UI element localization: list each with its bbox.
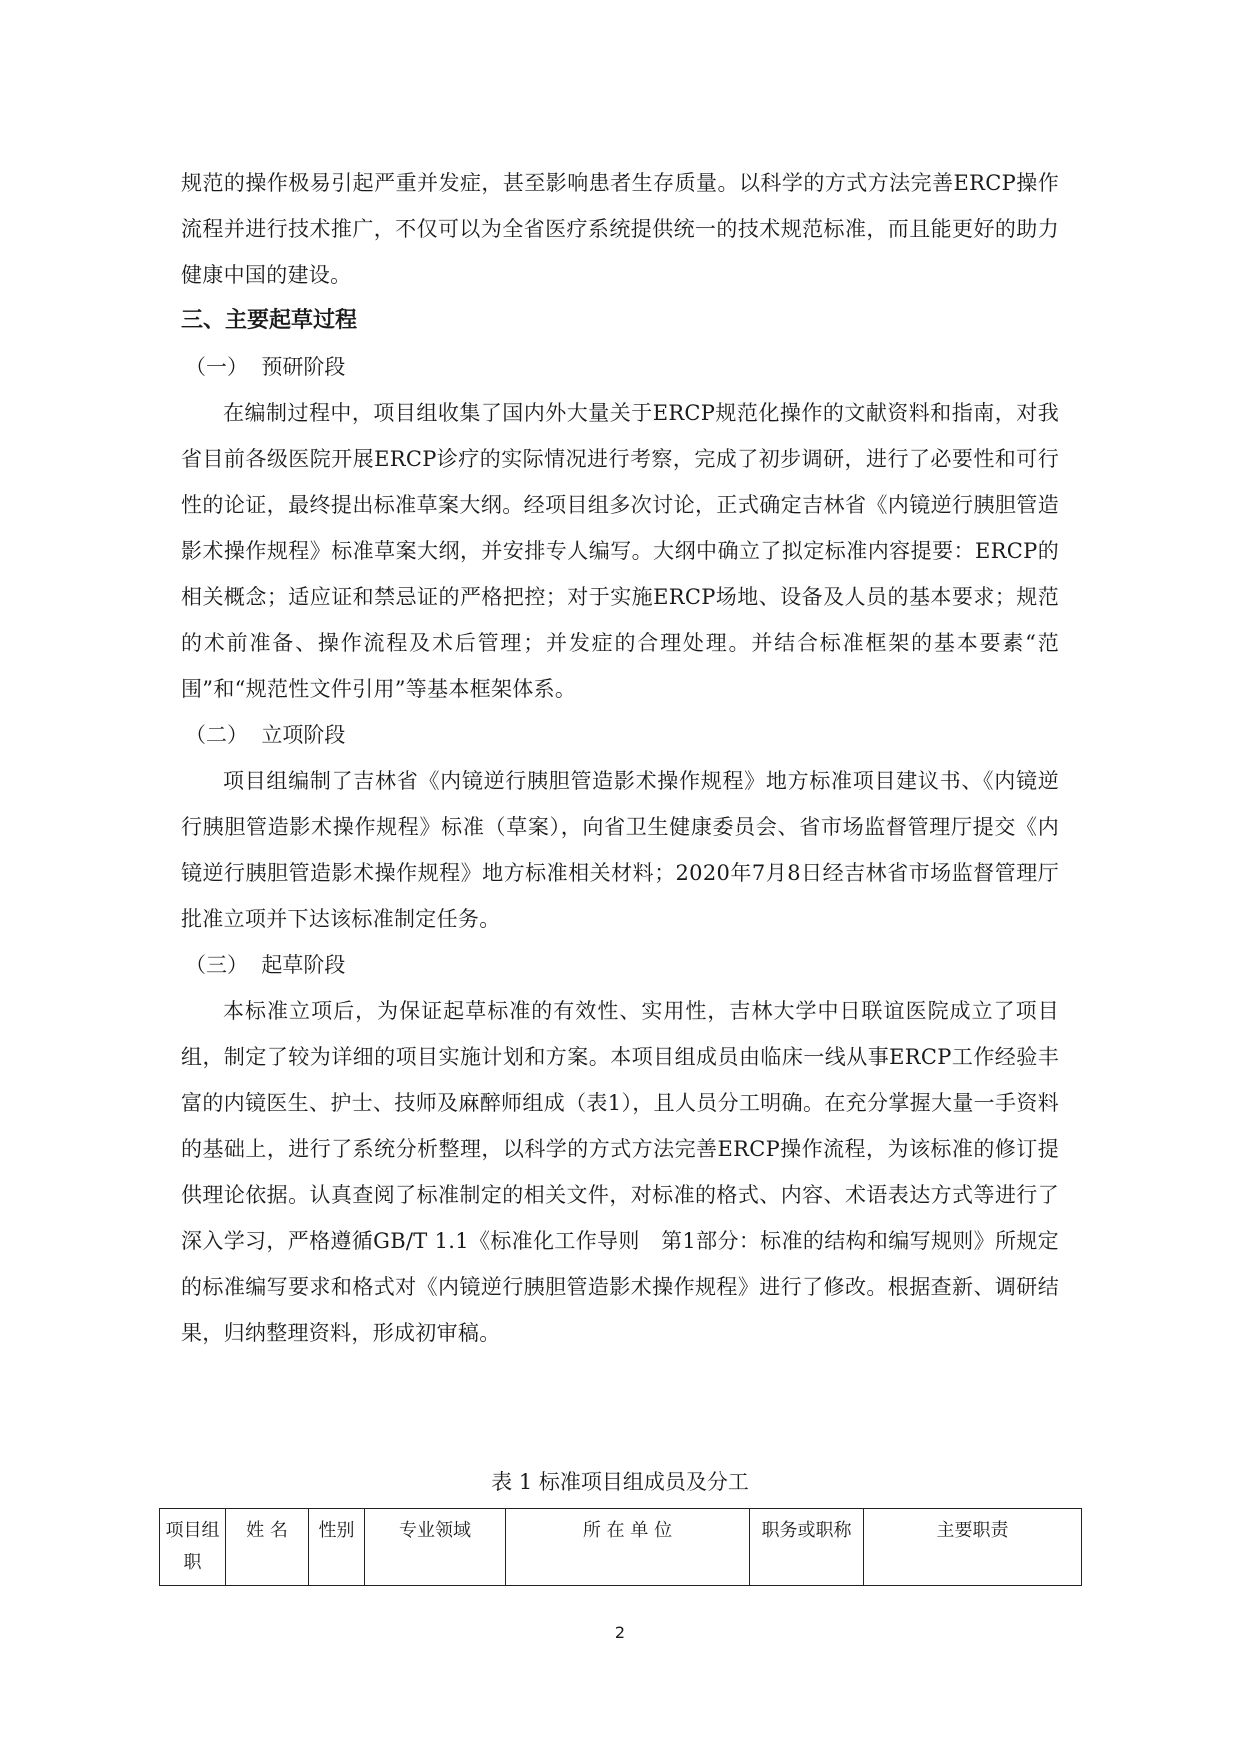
table-header-row	[160, 1509, 1082, 1586]
column-header-role: 项目组职	[160, 1509, 226, 1586]
paragraph-intro-continuation: 规范的操作极易引起严重并发症，甚至影响患者生存质量。以科学的方式方法完善ERCP操作流程并进行技术推广，不仅可以为全省医疗系统提供统一的技术规范标准，而且能更好的助力健康中国的建设。	[181, 171, 1059, 287]
column-header-title: 职务或职称	[750, 1509, 864, 1586]
section-heading-drafting-process: 三、主要起草过程	[181, 308, 358, 333]
table-caption: 表 1 标准项目组成员及分工	[491, 1470, 749, 1494]
paragraph-project-approval: 项目组编制了吉林省《内镜逆行胰胆管造影术操作规程》地方标准项目建议书、《内镜逆行胰胆管造影术操作规程》标准（草案），向省卫生健康委员会、省市场监督管理厅提交《内镜逆行胰胆管造影术操作规程》地方标准相关材料；2020年7月8日经吉林省市场监督管理厅批准立项并下达该标准制定任务。	[181, 769, 1059, 931]
members-table	[159, 1508, 1082, 1586]
column-header-organization: 所 在 单 位	[506, 1509, 750, 1586]
paragraph-drafting-stage: 本标准立项后，为保证起草标准的有效性、实用性，吉林大学中日联谊医院成立了项目组，制定了较为详细的项目实施计划和方案。本项目组成员由临床一线从事ERCP工作经验丰富的内镜医生、护士、技师及麻醉师组成（表1），且人员分工明确。在充分掌握大量一手资料的基础上，进行了系统分析整理，以科学的方式方法完善ERCP操作流程，为该标准的修订提供理论依据。认真查阅了标准制定的相关文件，对标准的格式、内容、术语表达方式等进行了深入学习，严格遵循GB/T 1.1《标准化工作导则 第1部分：标准的结构和编写规则》所规定的标准编写要求和格式对《内镜逆行胰胆管造影术操作规程》进行了修改。根据查新、调研结果，归纳整理资料，形成初审稿。	[181, 999, 1059, 1345]
page-number: 2	[614, 1623, 626, 1642]
subheading-preliminary-research: （一） 预研阶段	[185, 355, 346, 379]
column-header-gender: 性别	[309, 1509, 365, 1586]
column-header-responsibility: 主要职责	[864, 1509, 1082, 1586]
paragraph-preliminary-research: 在编制过程中，项目组收集了国内外大量关于ERCP规范化操作的文献资料和指南，对我省目前各级医院开展ERCP诊疗的实际情况进行考察，完成了初步调研，进行了必要性和可行性的论证，最终提出标准草案大纲。经项目组多次讨论，正式确定吉林省《内镜逆行胰胆管造影术操作规程》标准草案大纲，并安排专人编写。大纲中确立了拟定标准内容提要：ERCP的相关概念；适应证和禁忌证的严格把控；对于实施ERCP场地、设备及人员的基本要求；规范的术前准备、操作流程及术后管理；并发症的合理处理。并结合标准框架的基本要素“范围”和“规范性文件引用”等基本框架体系。	[181, 401, 1059, 701]
document-body	[181, 160, 1059, 1356]
subheading-drafting-stage: （三） 起草阶段	[185, 953, 346, 977]
column-header-name: 姓 名	[226, 1509, 309, 1586]
subheading-project-approval: （二） 立项阶段	[185, 723, 346, 747]
column-header-specialty: 专业领域	[365, 1509, 506, 1586]
